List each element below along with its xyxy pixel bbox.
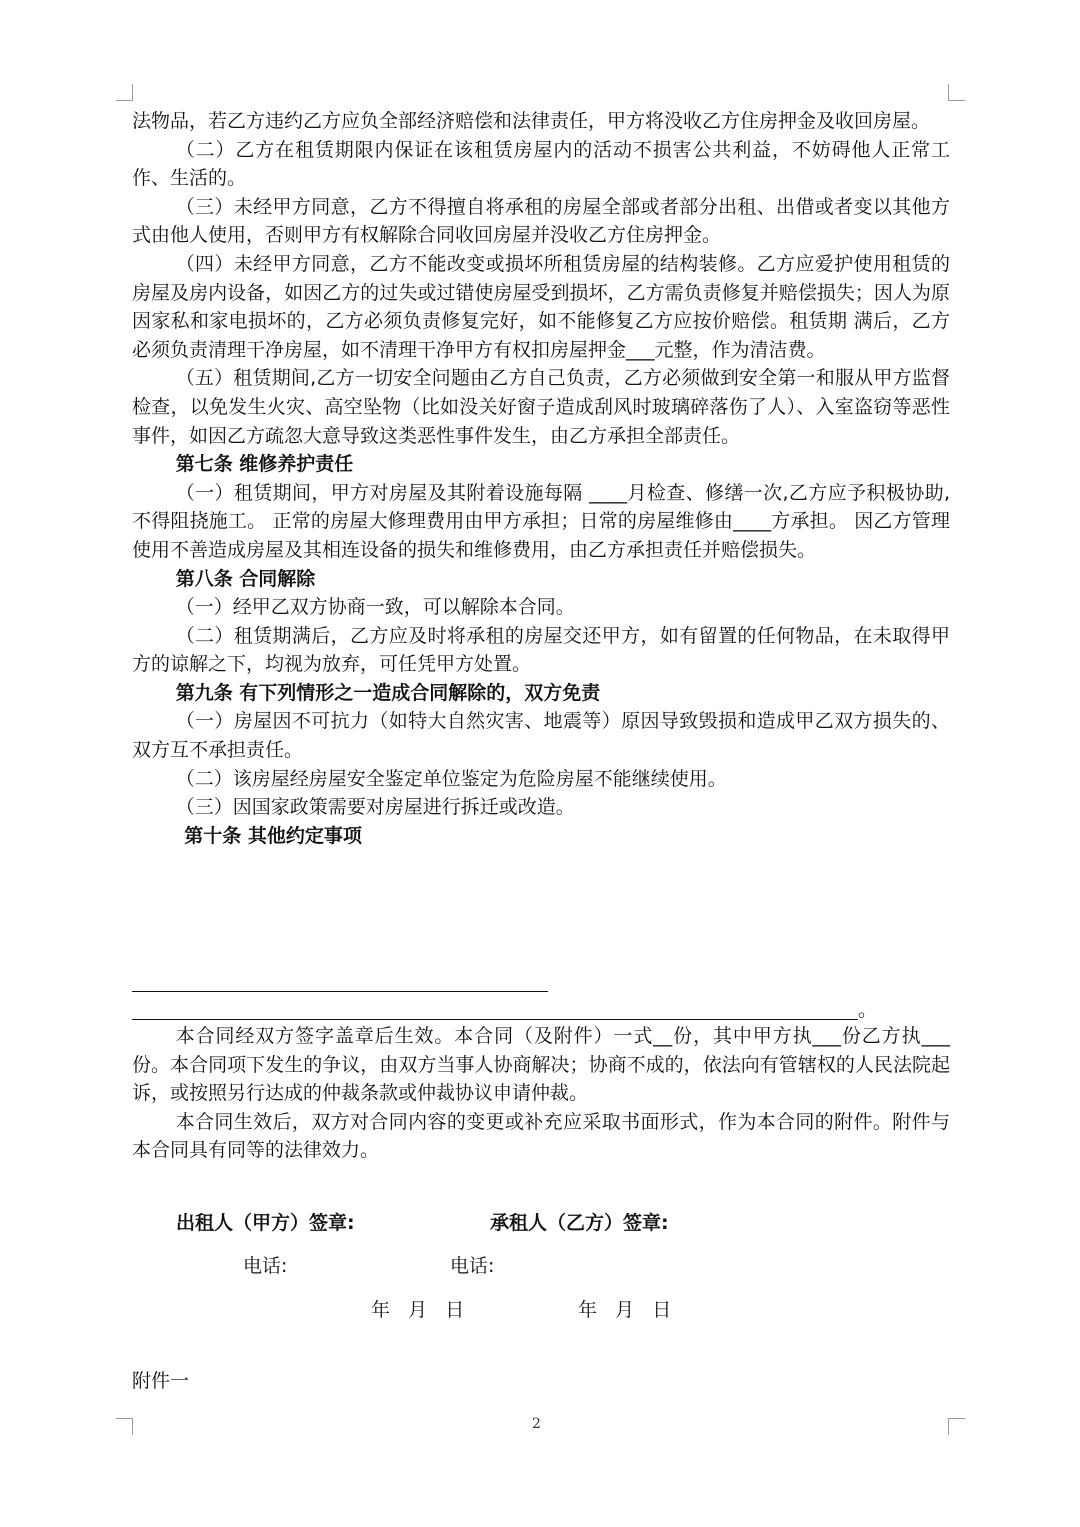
paragraph-8: （一）经甲乙双方协商一致，可以解除本合同。: [175, 596, 575, 619]
paragraph-9: （二）租赁期满后，乙方应及时将承租的房屋交还甲方，如有留置的任何物品，在未取得甲方的谅解之下，均视为放弃，可任凭甲方处置。: [132, 624, 950, 676]
lessee-signature-label: 承租人（乙方）签章:: [490, 1212, 669, 1234]
paragraph-0: 法物品，若乙方违约乙方应负全部经济赔偿和法律责任，甲方将没收乙方住房押金及收回房屋。: [132, 110, 931, 132]
fill-in-line-end: 。: [858, 999, 878, 1021]
crop-mark-top-left: [116, 84, 133, 101]
article-9-heading: 第九条 有下列情形之一造成合同解除的，双方免责: [175, 681, 601, 704]
lessor-signature-label: 出租人（甲方）签章:: [176, 1212, 355, 1234]
article-7-heading: 第七条 维修养护责任: [175, 453, 354, 476]
contract-body: [132, 107, 950, 850]
crop-mark-bottom-right: [948, 1418, 965, 1435]
paragraph-4: （五）租赁期间,乙方一切安全问题由乙方自己负责，乙方必须做到安全第一和服从甲方监督检查，以免发生火灾、高空坠物（比如没关好窗子造成刮风时玻璃碎落伤了人）、入室盗窃等恶性事件，如因乙方疏忽大意导致这类恶性事件发生，由乙方承担全部责任。: [132, 367, 950, 447]
lessor-phone-label: 电话:: [243, 1255, 288, 1277]
lessee-phone-label: 电话:: [450, 1255, 495, 1277]
paragraph-11: （一）房屋因不可抗力（如特大自然灾害、地震等）原因导致毁损和造成甲乙双方损失的、双方互不承担责任。: [132, 710, 950, 762]
paragraph-12: （二）该房屋经房屋安全鉴定单位鉴定为危险房屋不能继续使用。: [175, 767, 727, 790]
fill-in-line-2: [132, 1019, 858, 1020]
crop-mark-bottom-left: [116, 1418, 133, 1435]
paragraph-2: （三）未经甲方同意，乙方不得擅自将承租的房屋全部或者部分出租、出借或者变以其他方式由他人使用，否则甲方有权解除合同收回房屋并没收乙方住房押金。: [132, 195, 950, 247]
attachment-label: 附件一: [132, 1370, 190, 1392]
paragraph-1: （二）乙方在租赁期限内保证在该租赁房屋内的活动不损害公共利益，不妨碍他人正常工作、生活的。: [132, 138, 950, 190]
lessor-date: 年 月 日: [371, 1299, 465, 1321]
lessee-date: 年 月 日: [578, 1299, 672, 1321]
page-number: 2: [532, 1416, 541, 1432]
article-10-heading: 第十条 其他约定事项: [184, 824, 362, 847]
closing-paragraph-2: 本合同生效后，双方对合同内容的变更或补充应采取书面形式，作为本合同的附件。附件与本合同具有同等的法律效力。: [132, 1110, 950, 1162]
article-8-heading: 第八条 合同解除: [175, 567, 316, 590]
crop-mark-top-right: [948, 84, 965, 101]
closing-clauses: [132, 1022, 950, 1165]
paragraph-3: （四）未经甲方同意，乙方不能改变或损坏所租赁房屋的结构装修。乙方应爱护使用租赁的房屋及房内设备，如因乙方的过失或过错使房屋受到损坏，乙方需负责修复并赔偿损失；因人为原因家私和家电损坏的，乙方必须负责修复完好，如不能修复乙方应按价赔偿。租赁期 满后，乙方必须负责清理干净房屋，如不清理干净甲方有权扣房屋押金___元整，作为清洁费。: [132, 252, 950, 361]
closing-paragraph-1: 本合同经双方签字盖章后生效。本合同（及附件）一式__份，其中甲方执___份乙方执___份。本合同项下发生的争议，由双方当事人协商解决；协商不成的，依法向有管辖权的人民法院起诉，或按照另行达成的仲裁条款或仲裁协议申请仲裁。: [132, 1025, 950, 1105]
paragraph-13: （三）因国家政策需要对房屋进行拆迁或改造。: [175, 796, 575, 819]
fill-in-line-1: [132, 991, 548, 992]
paragraph-6: （一）租赁期间，甲方对房屋及其附着设施每隔 ____月检查、修缮一次,乙方应予积极协助,不得阻挠施工。 正常的房屋大修理费用由甲方承担；日常的房屋维修由____方承担。 因乙方管理使用不善造成房屋及其相连设备的损失和维修费用，由乙方承担责任并赔偿损失。: [132, 481, 950, 561]
